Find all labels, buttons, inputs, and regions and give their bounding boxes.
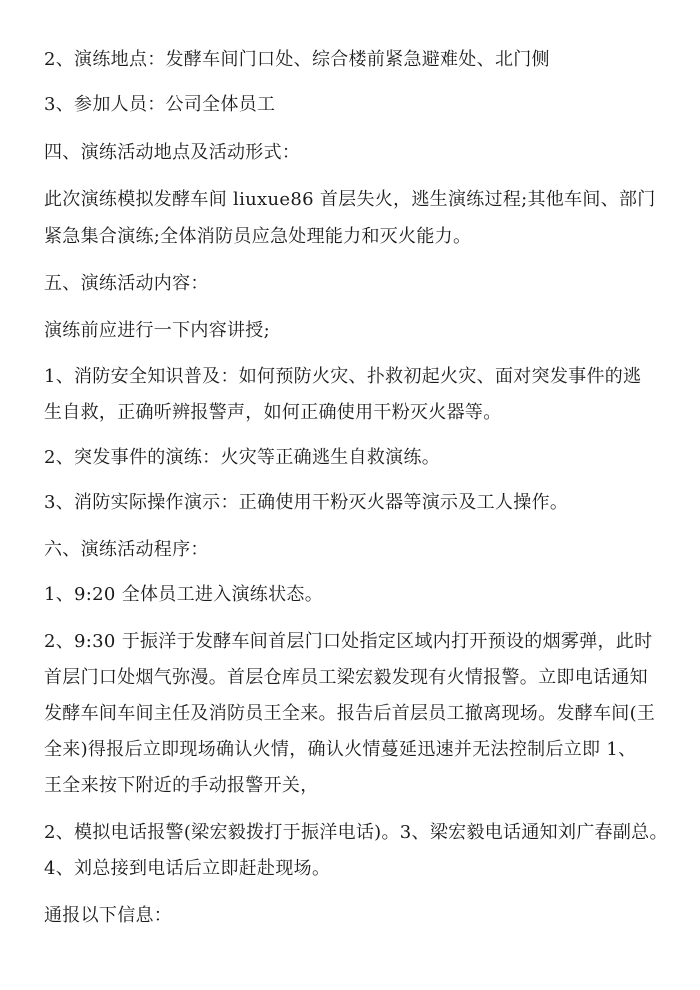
section-heading-4: 四、演练活动地点及活动形式： [44,142,301,163]
participants-line: 3、参加人员：公司全体员工 [44,94,276,115]
paragraph-line: 首层门口处烟气弥漫。首层仓库员工梁宏毅发现有火情报警。立即电话通知 [44,667,648,688]
paragraph-line: 通报以下信息： [44,905,173,926]
list-item-line: 4、刘总接到电话后立即赶赴现场。 [44,858,331,879]
section-heading-6: 六、演练活动程序： [44,539,209,560]
list-item-line: 3、消防实际操作演示：正确使用干粉灭火器等演示及工人操作。 [44,492,569,513]
list-item-line: 2、9:30 于振洋于发酵车间首层门口处指定区域内打开预设的烟雾弹，此时 [44,631,653,652]
paragraph-line: 发酵车间车间主任及消防员王全来。报告后首层员工撤离现场。发酵车间(王 [44,703,656,724]
list-item-line: 生自救，正确听辨报警声，如何正确使用干粉灭火器等。 [44,402,502,423]
location-line: 2、演练地点：发酵车间门口处、综合楼前紧急避难处、北门侧 [44,49,550,70]
list-item-line: 1、消防安全知识普及：如何预防火灾、扑救初起火灾、面对突发事件的逃 [44,366,642,387]
paragraph-line: 全来)得报后立即现场确认火情，确认火情蔓延迅速并无法控制后立即 1、 [44,739,637,760]
list-item-line: 2、突发事件的演练：火灾等正确逃生自救演练。 [44,447,441,468]
paragraph-line: 此次演练模拟发酵车间 liuxue86 首层失火，逃生演练过程;其他车间、部门 [44,189,656,210]
list-item-line: 1、9:20 全体员工进入演练状态。 [44,584,323,605]
paragraph-line: 演练前应进行一下内容讲授; [44,320,270,341]
list-item-line: 2、模拟电话报警(梁宏毅拨打于振洋电话)。3、梁宏毅电话通知刘广春副总。 [44,822,668,843]
paragraph-line: 王全来按下附近的手动报警开关， [44,775,319,796]
section-heading-5: 五、演练活动内容： [44,273,209,294]
paragraph-line: 紧急集合演练;全体消防员应急处理能力和灭火能力。 [44,226,472,247]
